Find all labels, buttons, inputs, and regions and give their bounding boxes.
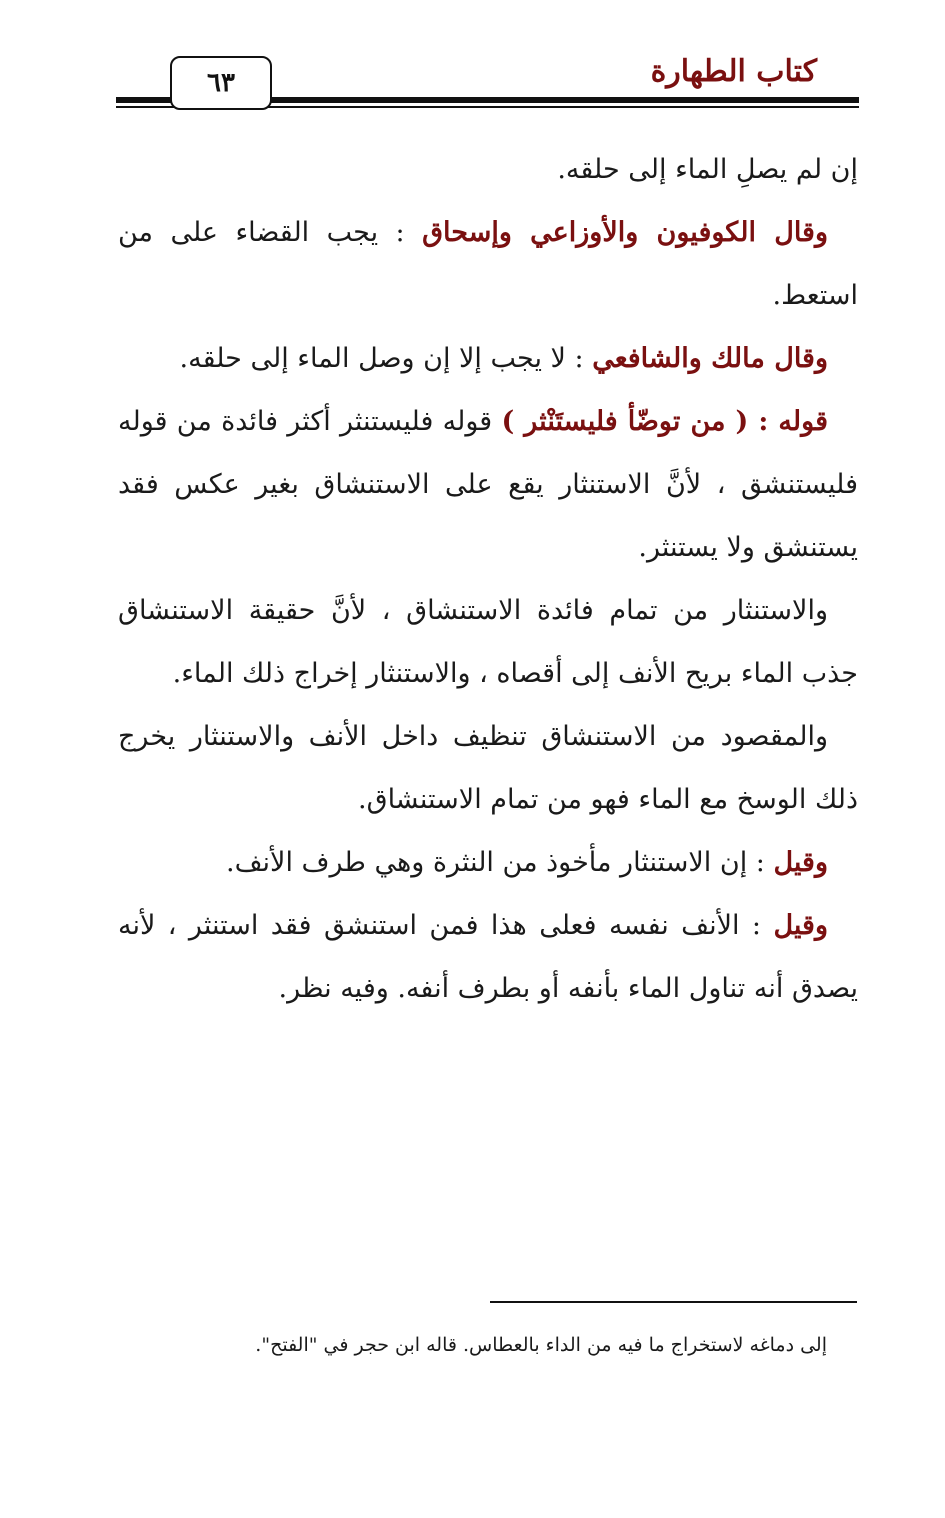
paragraph-highlight: وقال مالك والشافعي (592, 343, 828, 374)
paragraph-text: والمقصود من الاستنشاق تنظيف داخل الأنف والاستنثار يخرج ذلك الوسخ مع الماء فهو من تمام الاستنشاق. (118, 721, 858, 815)
paragraph-text: قوله فليستنثر أكثر فائدة من قوله فليستنشق ، لأنَّ الاستنثار يقع على الاستنشاق بغير عكس فقد يستنشق ولا يستنثر. (118, 406, 858, 563)
footnote (127, 1328, 827, 1362)
paragraph-highlight: وقال الكوفيون والأوزاعي وإسحاق (422, 217, 828, 248)
paragraph-text: : الأنف نفسه فعلى هذا فمن استنشق فقد استنثر ، لأنه يصدق أنه تناول الماء بأنفه أو بطرف أنفه. وفيه نظر. (118, 910, 858, 1004)
paragraph-qawluhu (118, 390, 858, 579)
paragraph-malik (118, 327, 858, 390)
paragraph-qila-1 (118, 831, 858, 894)
main-text (118, 138, 858, 1020)
paragraph-istinthar (118, 579, 858, 705)
footnote-text: إلى دماغه لاستخراج ما فيه من الداء بالعطاس. قاله ابن حجر في "الفتح". (255, 1334, 827, 1356)
paragraph-text: والاستنثار من تمام فائدة الاستنشاق ، لأنَّ حقيقة الاستنشاق جذب الماء بريح الأنف إلى أقصاه ، والاستنثار إخراج ذلك الماء. (118, 595, 858, 689)
footnote-divider (490, 1301, 857, 1303)
paragraph-maqsud (118, 705, 858, 831)
page-header (0, 0, 945, 120)
page-number: ٦٣ (207, 68, 235, 98)
paragraph-text: : لا يجب إلا إن وصل الماء إلى حلقه. (179, 343, 593, 374)
book-title: كتاب الطهارة (650, 54, 817, 89)
paragraph-kufiyun (118, 201, 858, 327)
paragraph-highlight: قوله : ( من توضّأ فليستَنْثر ) (501, 406, 828, 437)
paragraph-text: : إن الاستنثار مأخوذ من النثرة وهي طرف الأنف. (226, 847, 774, 878)
paragraph-continuation (118, 138, 858, 201)
paragraph-highlight: وقيل (773, 910, 828, 941)
paragraph-highlight: وقيل (773, 847, 828, 878)
paragraph-qila-2 (118, 894, 858, 1020)
page-number-box (170, 56, 272, 110)
paragraph-text: إن لم يصلِ الماء إلى حلقه. (557, 154, 858, 185)
paragraph-text: : يجب القضاء على من استعط. (118, 217, 858, 311)
